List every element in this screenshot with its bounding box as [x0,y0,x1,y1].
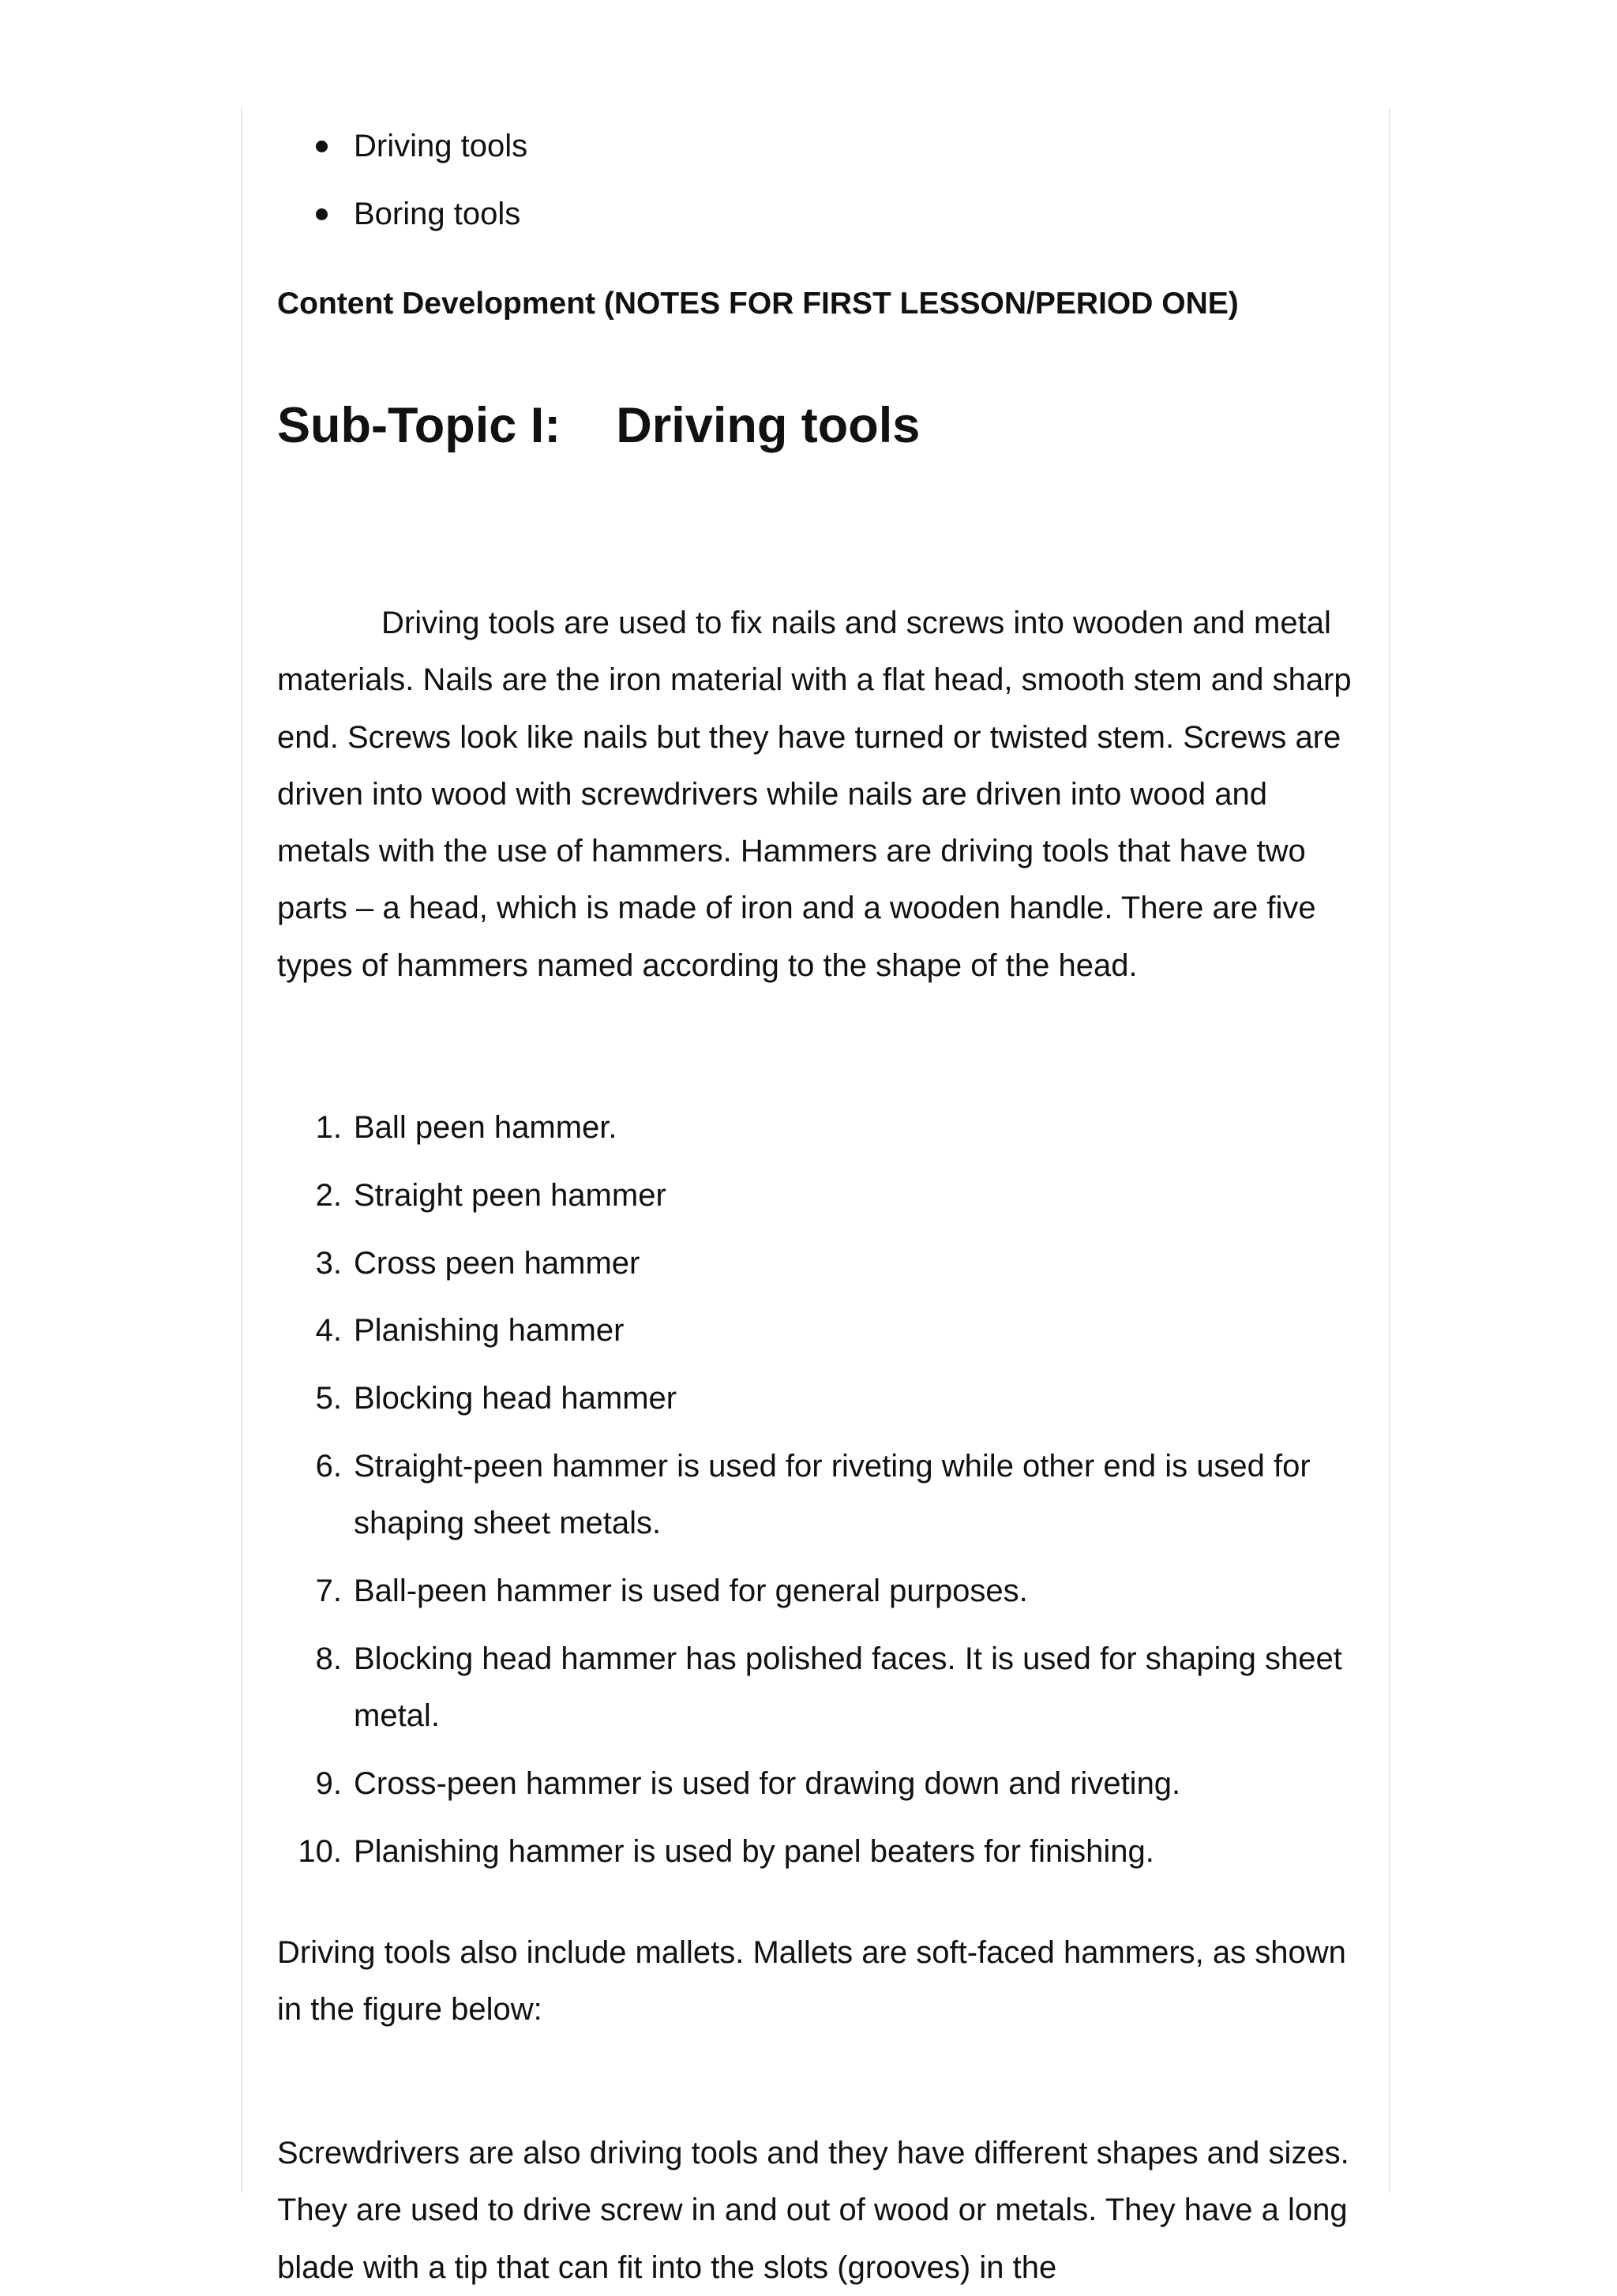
list-item [277,1099,1364,1156]
subtopic-title: Driving tools [616,398,921,453]
list-item-text: Cross peen hammer [354,1245,640,1281]
list-item [277,1235,1364,1292]
list-item-text: Planishing hammer [354,1313,625,1349]
list-item-text: Ball peen hammer. [354,1110,617,1145]
list-item [277,1167,1364,1224]
list-number: 1. [315,1110,342,1145]
list-number: 2. [315,1177,342,1213]
subtopic-label: Sub-Topic I: [277,398,561,453]
numbered-list [277,1099,1364,1891]
list-item-text: Blocking head hammer has polished faces. It is used for shaping sheet metal. [354,1641,1342,1734]
bullet-icon [316,208,328,220]
list-item-text: Straight peen hammer [354,1177,666,1213]
paragraph-mallets: Driving tools also include mallets. Mallets are soft-faced hammers, as shown in the figure below: [277,1935,1346,2028]
list-item-text: Straight-peen hammer is used for riveting while other end is used for shaping sheet metals. [354,1448,1311,1541]
list-number: 7. [315,1574,342,1609]
list-number: 9. [315,1765,342,1801]
list-item [277,1823,1364,1880]
list-item-text: Planishing hammer is used by panel beaters for finishing. [354,1833,1154,1869]
list-number: 5. [315,1381,342,1416]
paragraph-driving-tools: Driving tools are used to fix nails and screws into wooden and metal materials. Nails are the iron material with a flat head, smooth stem and sharp end. Screws look like nails but they have turned or twisted stem. Screws are driven into wood with screwdrivers while nails are driven into wood and metals with the use of hammers. Hammers are driving tools that have two parts – a head, which is made of iron and a wooden handle. There are five types of hammers named according to the shape of the head. [277,606,1352,983]
list-item [277,1438,1364,1552]
list-item [277,1755,1364,1812]
list-item-text: Ball-peen hammer is used for general purposes. [354,1574,1028,1609]
bullet-list [277,116,527,252]
article-column [241,108,1390,2285]
list-number: 8. [315,1641,342,1676]
subtopic-heading [277,390,920,461]
list-number: 4. [315,1313,342,1349]
list-number: 6. [315,1448,342,1484]
list-item [277,116,527,184]
section-note: Content Development (NOTES FOR FIRST LESSON/PERIOD ONE) [277,287,1239,321]
list-item-text: Driving tools [354,129,528,163]
paragraph-screwdrivers: Screwdrivers are also driving tools and they have different shapes and sizes. They are used to drive screw in and out of wood or metals. They have a long blade with a tip that can fit into the slots (grooves) in the [277,2136,1349,2285]
bullet-icon [316,141,328,152]
list-number: 10. [298,1833,342,1869]
list-item-text: Blocking head hammer [354,1381,677,1416]
list-item-text: Cross-peen hammer is used for drawing down and riveting. [354,1765,1181,1801]
list-number: 3. [315,1245,342,1281]
list-item-text: Boring tools [354,197,521,231]
list-item [277,1563,1364,1619]
list-item [277,184,527,252]
list-item [277,1302,1364,1359]
list-item [277,1630,1364,1745]
list-item [277,1370,1364,1427]
